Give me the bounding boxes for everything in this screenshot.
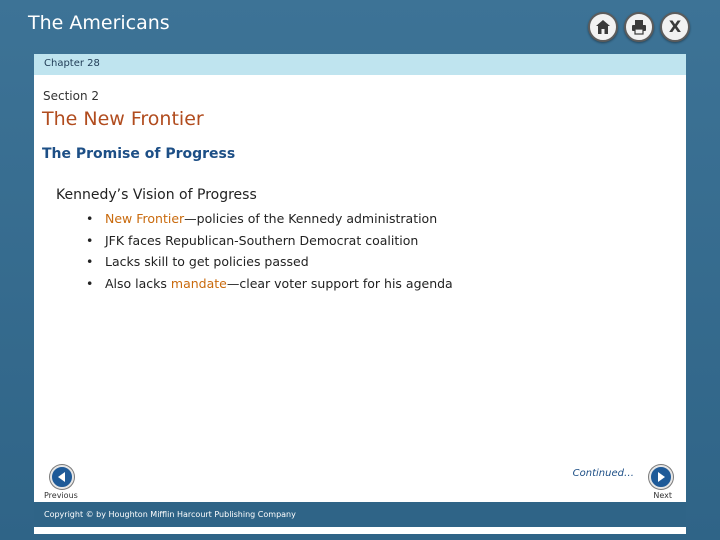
home-button[interactable]	[588, 12, 618, 42]
bullet-glyph: •	[86, 232, 94, 248]
previous-button[interactable]	[50, 465, 74, 489]
section-heading: Kennedy’s Vision of Progress	[56, 187, 257, 203]
chapter-label: Chapter 28	[44, 58, 100, 69]
print-button[interactable]	[624, 12, 654, 42]
home-icon	[594, 18, 612, 36]
list-item-text: —policies of the Kennedy administration	[184, 211, 438, 226]
section-label: Section 2	[43, 89, 100, 103]
term-highlight: mandate	[170, 275, 227, 291]
arrow-right-icon	[655, 471, 667, 483]
footer-bar	[34, 502, 686, 527]
bullet-glyph: •	[86, 211, 94, 226]
list-item	[86, 251, 453, 273]
list-item	[86, 230, 453, 252]
list-item	[86, 208, 453, 230]
list-item-text: JFK faces Republican-Southern Democrat coalition	[105, 232, 419, 248]
close-button[interactable]	[660, 12, 690, 42]
slide-content	[34, 54, 686, 534]
next-label[interactable]: Next	[653, 491, 672, 500]
list-item-text: Lacks skill to get policies passed	[105, 254, 309, 269]
arrow-left-icon	[56, 471, 68, 483]
close-icon: X	[668, 17, 682, 36]
previous-label[interactable]: Previous	[44, 491, 78, 500]
copyright-text: Copyright © by Houghton Mifflin Harcourt Publishing Company	[44, 510, 296, 519]
app-title: The Americans	[28, 12, 170, 34]
list-item-text: —clear voter support for his agenda	[226, 275, 453, 291]
title-bar	[0, 0, 720, 54]
list-item-prefix: Also lacks	[105, 275, 171, 291]
chapter-bar	[34, 54, 686, 75]
continued-label: Continued…	[572, 468, 634, 479]
page-title: The New Frontier	[42, 108, 204, 130]
next-button[interactable]	[649, 465, 673, 489]
bullet-glyph: •	[86, 275, 94, 291]
page-subtitle: The Promise of Progress	[42, 146, 236, 162]
toolbar	[588, 12, 690, 42]
print-icon	[630, 18, 648, 36]
list-item	[86, 273, 453, 295]
bullet-glyph: •	[86, 254, 94, 269]
bullet-list	[86, 208, 453, 294]
term-highlight: New Frontier	[105, 211, 185, 226]
